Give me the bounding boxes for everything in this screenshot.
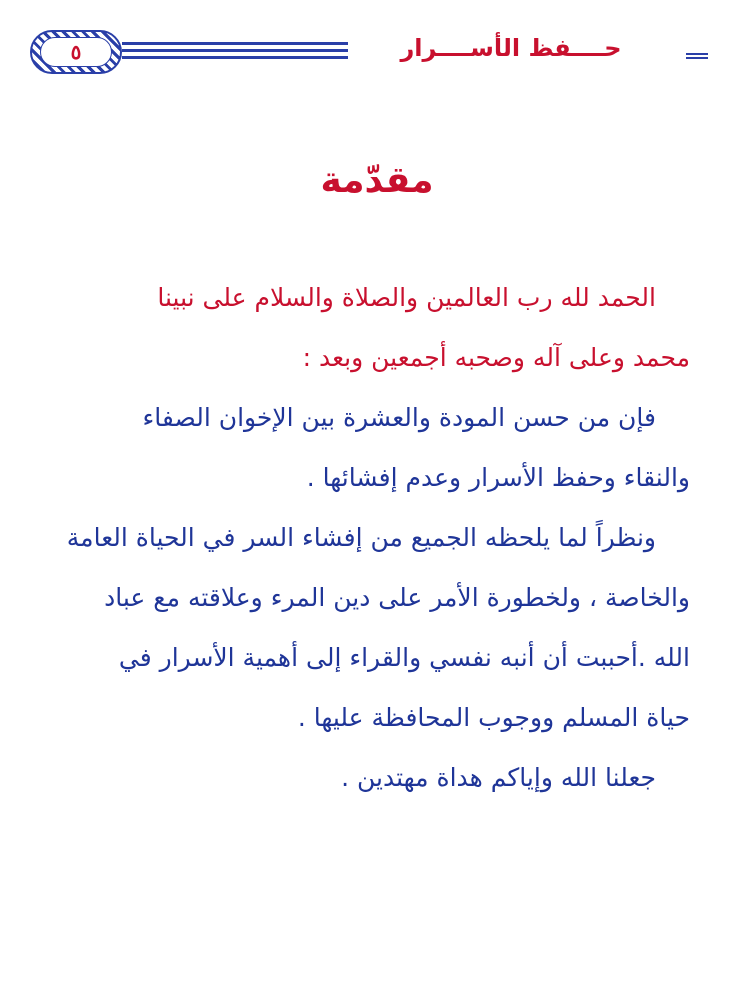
body-text [30,268,690,808]
header-rule [122,56,348,59]
paragraph-line: جعلنا الله وإياكم هداة مهتدين . [341,763,656,792]
page-number: ٥ [40,37,112,67]
paragraph-line: والخاصة ، ولخطورة الأمر على دين المرء وعلاقته مع عباد [104,583,690,612]
paragraph-line: والنقاء وحفظ الأسرار وعدم إفشائها . [306,463,690,492]
paragraph-line: حياة المسلم ووجوب المحافظة عليها . [297,703,690,732]
header-ornament [686,53,708,59]
page-number-badge [30,30,122,74]
paragraph-line: ونظراً لما يلحظه الجميع من إفشاء السر في الحياة العامة [66,523,656,552]
paragraph-line: فإن من حسن المودة والعشرة بين الإخوان الصفاء [142,403,656,432]
paragraph-line: محمد وعلى آله وصحبه أجمعين وبعد : [302,343,690,372]
paragraph-line: الله .أحببت أن أنبه نفسي والقراء إلى أهمية الأسرار في [118,643,690,672]
page-header [18,22,718,86]
header-rule [122,49,348,52]
header-rule [122,42,348,45]
chapter-title: مقدّمة [320,160,434,201]
paragraph-line: الحمد لله رب العالمين والصلاة والسلام على نبينا [157,283,656,312]
running-title: حــــفظ الأســــرار [400,34,622,62]
